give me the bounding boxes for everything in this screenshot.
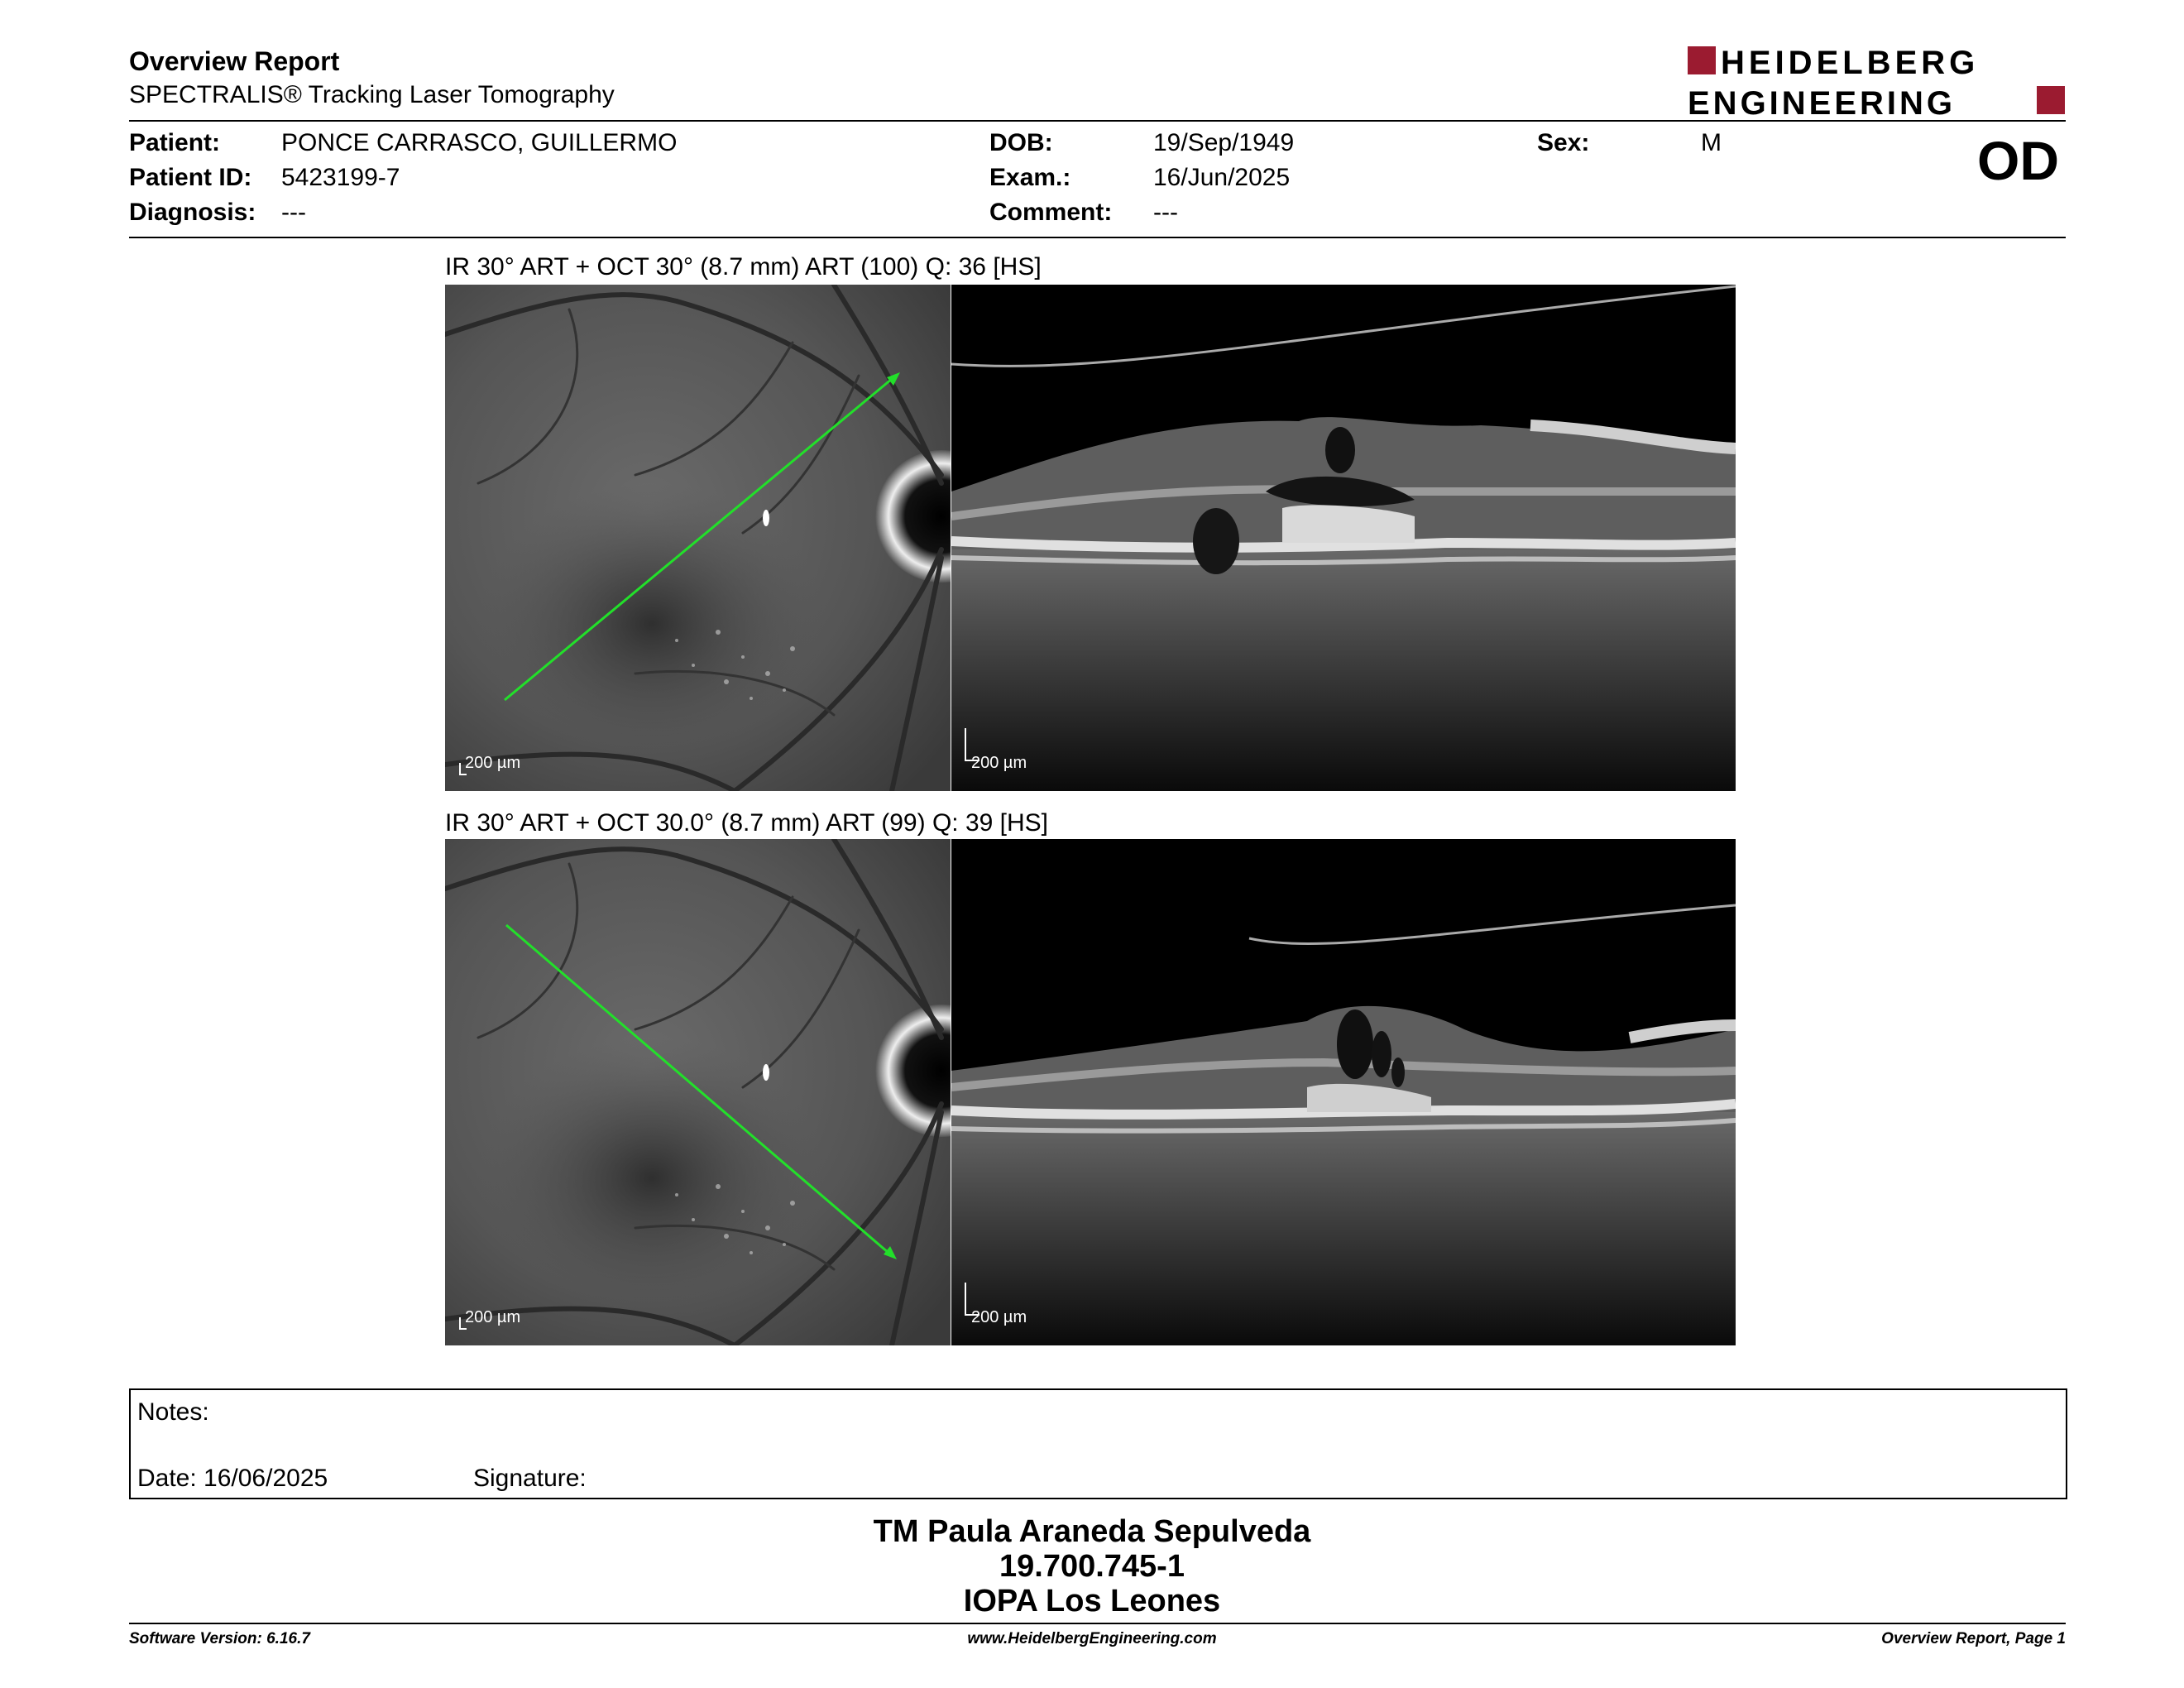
scan-2-caption: IR 30° ART + OCT 30.0° (8.7 mm) ART (99) Q: 39 [HS] (445, 809, 1048, 837)
scan-2-oct-scale: 200 µm (971, 1308, 1027, 1326)
comment-label: Comment: (989, 199, 1113, 226)
page-indicator: Overview Report, Page 1 (1881, 1630, 2066, 1647)
software-version: Software Version: 6.16.7 (129, 1630, 310, 1647)
diagnosis-value: --- (281, 199, 306, 226)
report-subtitle: SPECTRALIS® Tracking Laser Tomography (129, 81, 615, 108)
scan-1-ir-scale: 200 µm (465, 754, 521, 772)
scan-1-caption: IR 30° ART + OCT 30° (8.7 mm) ART (100) Q: 36 [HS] (445, 253, 1042, 281)
scan-2-ir-scale: 200 µm (465, 1308, 521, 1326)
eye-indicator: OD (1977, 130, 2059, 191)
patient-id-label: Patient ID: (129, 164, 252, 191)
notes-date: Date: 16/06/2025 (137, 1465, 328, 1492)
patient-divider (129, 237, 2066, 238)
exam-date: 16/Jun/2025 (1153, 164, 1291, 191)
signer-institution: IOPA Los Leones (963, 1584, 1221, 1618)
exam-label: Exam.: (989, 164, 1071, 191)
sex-label: Sex: (1537, 129, 1590, 156)
dob-label: DOB: (989, 129, 1053, 156)
report-title: Overview Report (129, 46, 340, 76)
scan-1-ir-fundus-image (445, 285, 951, 791)
scan-1-oct-scale: 200 µm (971, 754, 1027, 772)
diagnosis-label: Diagnosis: (129, 199, 256, 226)
comment-value: --- (1153, 199, 1178, 226)
scan-1-oct-bscan-image (951, 285, 1736, 791)
website-link[interactable]: www.HeidelbergEngineering.com (967, 1630, 1217, 1647)
signature-label: Signature: (473, 1465, 587, 1492)
signer-rut: 19.700.745-1 (999, 1549, 1185, 1584)
scan-2-oct-scale-vertical (965, 1283, 966, 1316)
footer-divider (129, 1623, 2066, 1624)
dob-value: 19/Sep/1949 (1153, 129, 1295, 156)
logo-text-2: ENGINEERING (1688, 85, 1956, 117)
patient-name: PONCE CARRASCO, GUILLERMO (281, 129, 678, 156)
signer-name: TM Paula Araneda Sepulveda (873, 1514, 1311, 1549)
scan-2-oct-bscan-image (951, 839, 1736, 1345)
header-divider (129, 120, 2066, 122)
notes-box (129, 1388, 2067, 1499)
patient-label: Patient: (129, 129, 221, 156)
logo-text-1: HEIDELBERG (1721, 45, 1980, 81)
notes-label: Notes: (137, 1398, 209, 1426)
scan-1-oct-scale-vertical (965, 728, 966, 761)
sex-value: M (1701, 129, 1722, 156)
heidelberg-logo (1688, 43, 2068, 117)
patient-id: 5423199-7 (281, 164, 400, 191)
scan-2-ir-fundus-image (445, 839, 951, 1345)
